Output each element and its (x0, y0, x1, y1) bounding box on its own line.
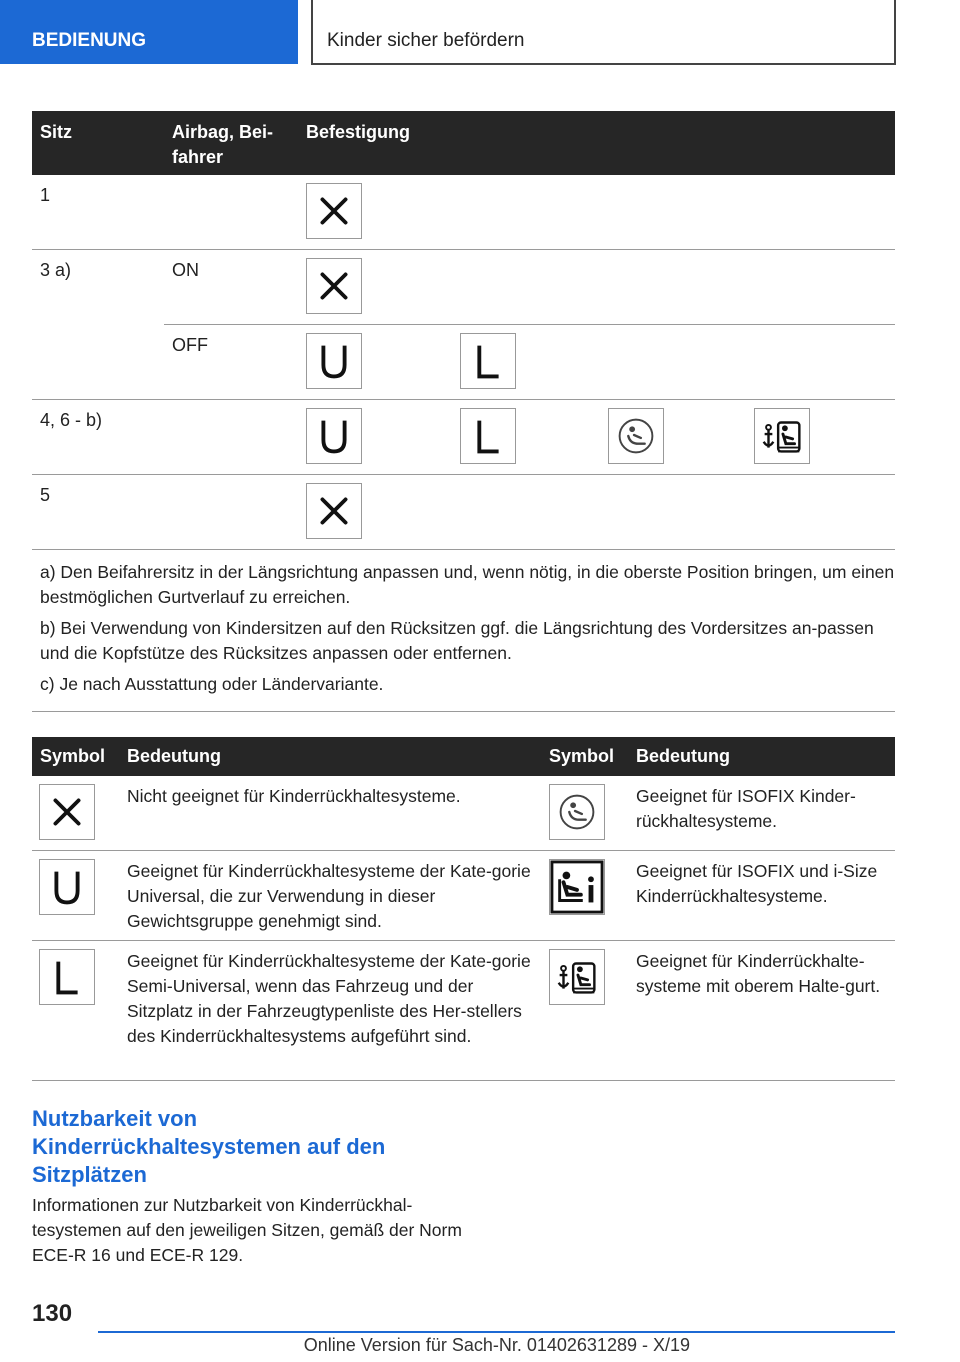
meaning-text: Geeignet für ISOFIX und i-Size Kinderrückhaltesysteme. (636, 861, 878, 906)
semi-universal-icon (460, 333, 516, 389)
note-a: a) Den Beifahrersitz in der Längsrichtung anpassen und, wenn nötig, in die oberste Position bringen, um einen bestmöglichen Gurtverlauf zu erreichen. (40, 562, 895, 607)
seat-cell: 1 (40, 185, 51, 205)
semi-universal-icon (39, 949, 95, 1005)
seat-row (32, 400, 895, 475)
page-number: 130 (32, 1300, 73, 1327)
page-title: Kinder sicher befördern (327, 30, 525, 51)
col-seat: Sitz (40, 122, 73, 142)
seat-cell: 4, 6 - b) (40, 410, 103, 430)
seat-row (32, 175, 895, 250)
section-heading: Nutzbarkeit von Kinderrückhaltesystemen auf den Sitzplätzen (32, 1106, 386, 1187)
airbag-cell: OFF (172, 335, 208, 355)
seat-table-notes (32, 550, 895, 712)
section-body: Informationen zur Nutzbarkeit von Kinderrückhal-tesystemen auf den jeweiligen Sitzen, gemäß der Norm ECE-R 16 und ECE-R 129. (32, 1195, 462, 1265)
meaning-text: Geeignet für Kinderrückhalte-systeme mit oberem Halte-gurt. (636, 951, 881, 996)
footer-version: Online Version für Sach-Nr. 01402631289 - X/19 (303, 1335, 690, 1355)
symbol-table-header (32, 737, 895, 776)
seat-cell: 5 (40, 485, 51, 505)
section-tab (0, 0, 298, 64)
universal-icon (39, 859, 95, 915)
symbol-table (32, 737, 895, 1081)
symbol-row (32, 776, 895, 851)
col-airbag: Airbag, Bei- fahrer (172, 122, 274, 167)
not-suitable-icon (306, 183, 362, 239)
col-mounting: Befestigung (306, 122, 411, 142)
col-meaning-2: Bedeutung (636, 746, 730, 766)
isize-icon (549, 859, 605, 915)
universal-icon (306, 408, 362, 464)
not-suitable-icon (306, 258, 362, 314)
col-symbol: Symbol (40, 746, 106, 766)
seat-cell: 3 a) (40, 260, 72, 280)
symbol-row (32, 941, 895, 1081)
footer-divider (98, 1331, 895, 1333)
top-tether-icon (549, 949, 605, 1005)
airbag-cell: ON (172, 260, 199, 280)
isofix-icon (608, 408, 664, 464)
semi-universal-icon (460, 408, 516, 464)
universal-icon (306, 333, 362, 389)
top-tether-icon (754, 408, 810, 464)
seat-row (32, 475, 895, 550)
seat-row (32, 250, 895, 325)
page-header (311, 0, 896, 65)
isofix-icon (549, 784, 605, 840)
section-label: BEDIENUNG (32, 30, 147, 51)
not-suitable-icon (306, 483, 362, 539)
not-suitable-icon (39, 784, 95, 840)
meaning-text: Nicht geeignet für Kinderrückhaltesysteme. (127, 786, 461, 806)
note-c: c) Je nach Ausstattung oder Ländervariante. (40, 674, 384, 694)
note-b: b) Bei Verwendung von Kindersitzen auf den Rücksitzen ggf. die Längsrichtung des Vordersitzes an-passen und die Kopfstütze des Rücksitzes anpassen oder entfernen. (40, 618, 874, 663)
seat-table (32, 111, 895, 712)
seat-table-header (32, 111, 895, 175)
meaning-text: Geeignet für Kinderrückhaltesysteme der Kate-gorie Universal, die zur Verwendung in dieser Gewichtsgruppe genehmigt sind. (127, 861, 531, 931)
seat-row (32, 325, 895, 400)
col-symbol-2: Symbol (549, 746, 615, 766)
symbol-row (32, 851, 895, 941)
col-meaning: Bedeutung (127, 746, 221, 766)
meaning-text: Geeignet für ISOFIX Kinder-rückhaltesysteme. (636, 786, 856, 831)
meaning-text: Geeignet für Kinderrückhaltesysteme der Kate-gorie Semi-Universal, wenn das Fahrzeug und der Sitzplatz in der Fahrzeugtypenliste des Her-stellers des Kinderrückhaltesystems aufgeführt sind. (127, 951, 531, 1046)
